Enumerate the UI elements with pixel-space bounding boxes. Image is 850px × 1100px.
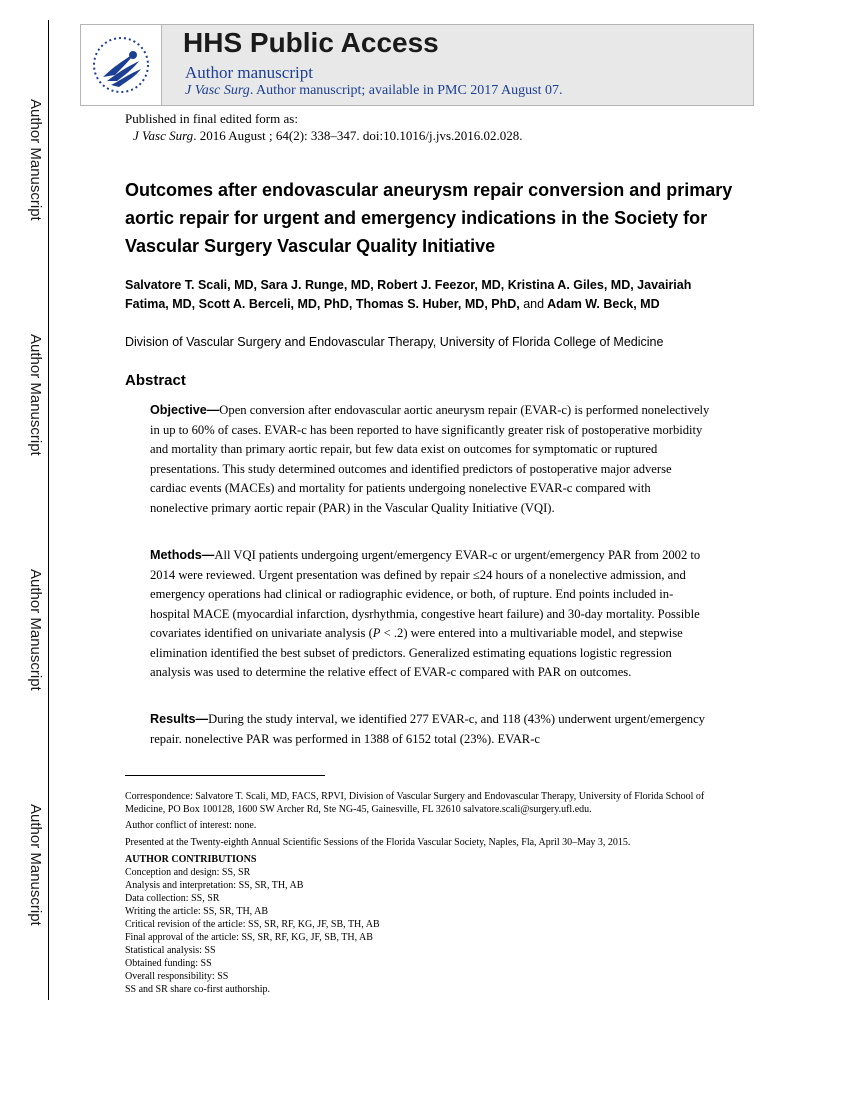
methods-text: All VQI patients undergoing urgent/emergency EVAR-c or urgent/emergency PAR from 2002 to 2014 were reviewed. Urgent presentation was defined by repair ≤24 hours of a nonelective admission, and emergency operations had clinical or radiographic evidence, or both, of rupture. End points included in-hospital MACE (myocardial infarction, dysrhythmia, congestive heart failure) and 30-day mortality. Possible covariates identified on univariate analysis ( xyxy=(150,548,701,640)
sidebar-label-author-manuscript: Author Manuscript xyxy=(27,334,44,456)
contribution-item: Conception and design: SS, SR xyxy=(125,867,251,878)
contribution-item: Obtained funding: SS xyxy=(125,958,212,969)
availability-line xyxy=(185,83,562,99)
availability-text: . Author manuscript; available in PMC 2017 August 07. xyxy=(249,83,563,98)
hhs-title: HHS Public Access xyxy=(183,27,439,58)
author-manuscript-label: Author manuscript xyxy=(185,63,313,82)
journal-name: J Vasc Surg xyxy=(185,83,250,98)
contribution-item: Critical revision of the article: SS, SR, RF, KG, JF, SB, TH, AB xyxy=(125,919,380,930)
sidebar-label-author-manuscript: Author Manuscript xyxy=(27,569,44,691)
sidebar-label-author-manuscript: Author Manuscript xyxy=(27,99,44,221)
contribution-item: SS and SR share co-first authorship. xyxy=(125,984,270,995)
authors-last: Adam W. Beck, MD xyxy=(547,297,660,311)
contribution-item: Writing the article: SS, SR, TH, AB xyxy=(125,906,269,917)
methods-text-continued: < .2) were entered into a multivariable model, and stepwise elimination identified the best subset of predictors. Generalized estimating equations logistic regression analysis was used to determine the relative effect of EVAR-c compared with PAR on outcomes. xyxy=(150,626,683,679)
footnote-conflict: Author conflict of interest: none. xyxy=(125,820,257,831)
citation-details: . 2016 August ; 64(2): 338–347. doi:10.1016/j.jvs.2016.02.028. xyxy=(193,128,523,143)
hhs-public-access-header xyxy=(80,24,754,106)
published-line: Published in final edited form as: xyxy=(125,111,298,126)
author-list xyxy=(125,276,735,314)
affiliation: Division of Vascular Surgery and Endovascular Therapy, University of Florida College of Medicine xyxy=(125,335,664,349)
objective-text: Open conversion after endovascular aortic aneurysm repair (EVAR-c) is performed nonelectively in up to 60% of cases. EVAR-c has been reported to have significantly greater risk of postoperative morbidity and mortality than primary aortic repair, but few data exist on outcomes for symptomatic or ruptured presentations. This study determined outcomes and identified predictors of postoperative major adverse cardiac events (MACEs) and mortality for patients undergoing nonelective EVAR-c compared with nonelective primary aortic repair (PAR) in the Vascular Quality Initiative (VQI). xyxy=(150,403,710,515)
footnote-correspondence: Correspondence: Salvatore T. Scali, MD, FACS, RPVI, Division of Vascular Surgery and Endovascular Therapy, University of Florida School of Medicine, PO Box 100128, 1600 SW Archer Rd, Ste NG-45, Gainesville, FL 32610 salvatore.scali@surgery.ufl.edu. xyxy=(125,791,705,815)
contribution-item: Statistical analysis: SS xyxy=(125,945,216,956)
results-label: Results— xyxy=(150,712,209,726)
author-contributions xyxy=(125,853,725,996)
abstract-heading: Abstract xyxy=(125,372,186,389)
citation-journal: J Vasc Surg xyxy=(133,128,194,143)
abstract-objective xyxy=(150,401,710,518)
results-text: During the study interval, we identified 277 EVAR-c, and 118 (43%) underwent urgent/emergency repair. nonelective PAR was performed in 1388 of 6152 total (23%). EVAR-c xyxy=(150,712,705,746)
methods-label: Methods— xyxy=(150,548,215,562)
footnote-presented: Presented at the Twenty-eighth Annual Scientific Sessions of the Florida Vascular Society, Naples, Fla, April 30–May 3, 2015. xyxy=(125,837,631,848)
contribution-item: Analysis and interpretation: SS, SR, TH, AB xyxy=(125,880,304,891)
footnote-divider xyxy=(125,775,325,776)
hhs-eagle-icon xyxy=(89,33,153,97)
publication-info xyxy=(125,110,523,144)
authors-and: and xyxy=(523,297,545,311)
p-value-symbol: P xyxy=(372,626,381,640)
sidebar-label-author-manuscript: Author Manuscript xyxy=(27,804,44,926)
abstract-results xyxy=(150,710,710,749)
objective-label: Objective— xyxy=(150,403,220,417)
contribution-item: Final approval of the article: SS, SR, RF, KG, JF, SB, TH, AB xyxy=(125,932,373,943)
contribution-item: Data collection: SS, SR xyxy=(125,893,220,904)
article-title: Outcomes after endovascular aneurysm repair conversion and primary aortic repair for urgent and emergency indications in the Society for Vascular Surgery Vascular Quality Initiative xyxy=(125,180,733,256)
sidebar-divider xyxy=(48,20,49,1000)
authors-main: Salvatore T. Scali, MD, Sara J. Runge, MD, Robert J. Feezor, MD, Kristina A. Giles, MD, Javairiah Fatima, MD, Scott A. Berceli, MD, PhD, Thomas S. Huber, MD, PhD, xyxy=(125,278,692,311)
contributions-heading: AUTHOR CONTRIBUTIONS xyxy=(125,854,257,865)
citation xyxy=(125,127,523,144)
hhs-logo xyxy=(81,25,162,105)
abstract-methods xyxy=(150,546,710,683)
contribution-item: Overall responsibility: SS xyxy=(125,971,229,982)
